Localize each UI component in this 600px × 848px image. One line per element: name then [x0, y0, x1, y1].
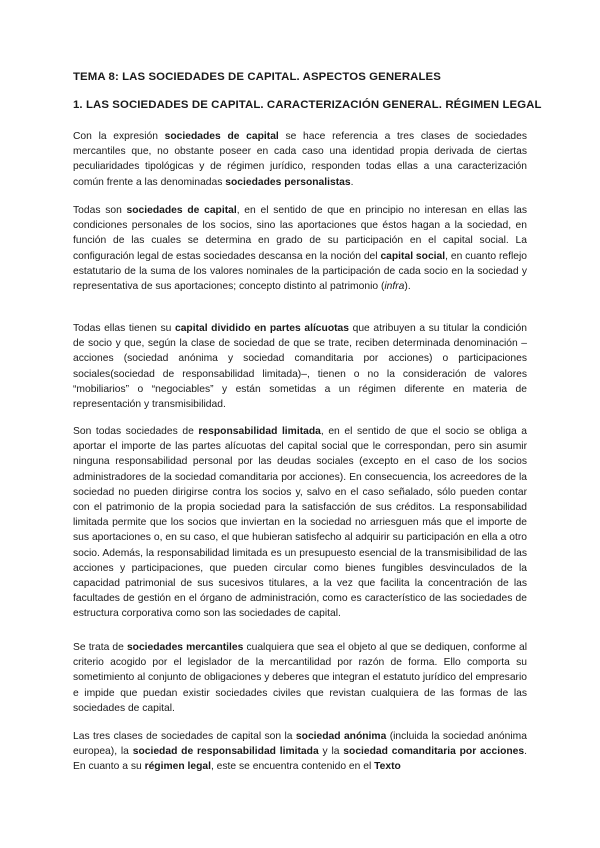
bold-term: responsabilidad limitada: [198, 426, 321, 437]
paragraph-1: Con la expresión sociedades de capital se hace referencia a tres clases de sociedades mercantiles que, no obstante poseer en cada caso una identidad propia derivada de ciertas peculiaridades tipológicas y de régimen jurídico, responden todas ellas a una caracterización común frente a las denominadas sociedades personalistas.: [73, 131, 527, 188]
paragraph-5: Se trata de sociedades mercantiles cualquiera que sea el objeto al que se dediquen, conforme al criterio acogido por el legislador de la mercantilidad por razón de forma. Ello comporta su sometimiento al conjunto de obligaciones y deberes que integran el estatuto jurídico del empresario e impide que puedan existir sociedades civiles que revistan cualquiera de las formas de las sociedades de capital.: [73, 642, 527, 714]
bold-term: régimen legal: [144, 761, 211, 773]
page-title: TEMA 8: LAS SOCIEDADES DE CAPITAL. ASPECTOS GENERALES: [73, 71, 441, 83]
bold-term: capital social: [380, 250, 446, 262]
bold-term: sociedad comanditaria por acciones: [343, 746, 525, 758]
bold-term: sociedad de responsabilidad limitada: [132, 746, 319, 758]
bold-term: sociedad anónima: [295, 731, 387, 742]
section-heading: 1. LAS SOCIEDADES DE CAPITAL. CARACTERIZACIÓN GENERAL. RÉGIMEN LEGAL: [73, 99, 542, 111]
paragraph-2: Todas son sociedades de capital, en el sentido de que en principio no interesan en ellas las condiciones personales de los socios, sino las aportaciones que éstos hagan a la sociedad, en función de las cuales se determina en grado de su participación en el capital social. La configuración legal de estas sociedades descansa en la noción del capital social, en cuanto reflejo estatutario de la suma de los valores nominales de la participación de cada socio en la sociedad y representativa de sus aportaciones; concepto distinto al patrimonio (infra).: [73, 205, 527, 293]
bold-term: Texto: [374, 761, 401, 773]
bold-term: sociedades de capital: [164, 131, 279, 142]
bold-term: sociedades mercantiles: [126, 642, 244, 653]
paragraph-3: Todas ellas tienen su capital dividido en partes alícuotas que atribuyen a su titular la condición de socio y que, según la clase de sociedad de que se trate, reciben determinada denominación –acciones (sociedad anónima y sociedad comanditaria por acciones) o participaciones sociales(sociedad de responsabilidad limitada)–, tienen o no la consideración de valores “mobiliarios” o “negociables” y están sometidas a un régimen diferente en materia de representación y transmisibilidad.: [73, 323, 527, 411]
bold-term: capital dividido en partes alícuotas: [174, 323, 349, 334]
paragraph-4: Son todas sociedades de responsabilidad limitada, en el sentido de que el socio se obliga a aportar el importe de las partes alícuotas del capital social que le correspondan, pero sin asumir ninguna responsabilidad personal por las deudas sociales (excepto en el caso de los socios administradores de la sociedad comanditaria por acciones). En consecuencia, los acreedores de la sociedad no pueden dirigirse contra los socios y, salvo en el caso señalado, sólo pueden contar con el patrimonio de la propia sociedad para la satisfacción de sus créditos. La responsabilidad limitada permite que los socios que inviertan en la sociedad no arriesguen más que el importe de sus aportaciones o, en su caso, el que hubieran satisfecho al adquirir su participación en ella a otro socio. Además, la responsabilidad limitada es un presupuesto esencial de la transmisibilidad de las acciones y participaciones, que pueden circular como bienes fungibles desvinculados de la capacidad patrimonial de sus sucesivos titulares, a la vez que facilita la concentración de las facultades de gestión en el órgano de administración, como es característico de las sociedades de estructura corporativa como son las sociedades de capital.: [73, 426, 528, 620]
bold-term: sociedades de capital: [126, 205, 237, 216]
bold-term: sociedades personalistas: [225, 176, 351, 188]
paragraph-6: Las tres clases de sociedades de capital son la sociedad anónima (incluida la sociedad anónima europea), la sociedad de responsabilidad limitada y la sociedad comanditaria por acciones. En cuanto a su régimen legal, este se encuentra contenido en el Texto: [73, 731, 527, 773]
italic-term: infra: [384, 281, 405, 293]
